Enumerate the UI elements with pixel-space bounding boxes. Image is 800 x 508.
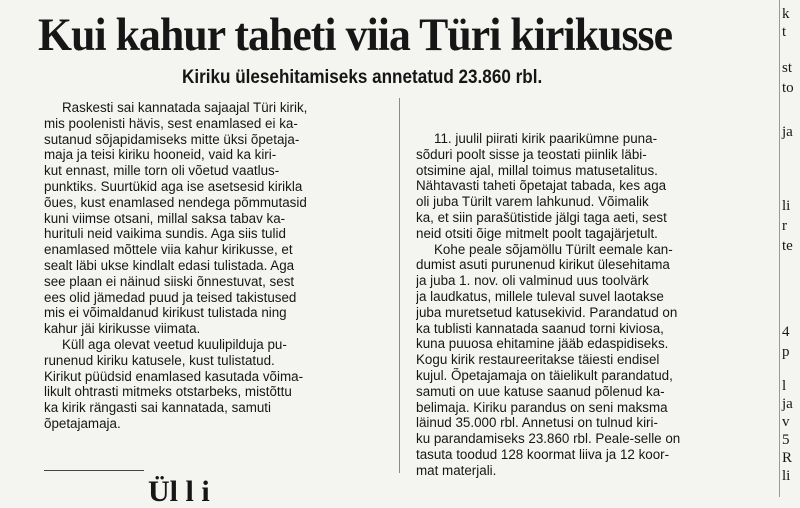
article-text-line: oli juba Türilt varem lahkunud. Võimalik xyxy=(416,194,649,210)
margin-fragment: ja xyxy=(782,396,793,412)
article-left-column xyxy=(44,100,388,432)
article-text-line: mis poolenisti hävis, sest enamlased ei ka- xyxy=(44,115,298,131)
margin-fragment: to xyxy=(782,80,794,96)
article-text-line: ja juba 1. nov. oli valminud uus toolvärk xyxy=(416,273,649,289)
article-text-line: sealt läbi ukse kindlalt edasi tulistada. Aga xyxy=(44,257,295,273)
article-text-line: juba muretsetud katusekivid. Parandatud on xyxy=(416,304,678,320)
article-headline: Kui kahur taheti viia Türi kirikusse xyxy=(38,9,673,61)
article-text-line: õues, kust enamlased nendega põmmutasid xyxy=(44,194,307,210)
margin-fragment: R xyxy=(782,450,793,466)
article-text-line: ees olid jämedad puud ja teised takistused xyxy=(44,289,297,305)
margin-fragment: v xyxy=(782,414,790,430)
article-text-line: hurituli neid vaikima sundis. Aga siis tulid xyxy=(44,226,286,242)
article-text-line: sõduri poolt sisse ja teostati piinlik läbi- xyxy=(416,146,647,162)
article-text-line: Kogu kirik restaureeritakse täiesti endisel xyxy=(416,352,660,368)
article-text-line: dumist asuti purunenud kirikut ülesehitama xyxy=(416,257,670,273)
article-text-line: see plaan ei näinud siiski õnnestuvat, sest xyxy=(44,273,295,289)
article-text-line: ku parandamiseks 23.860 rbl. Peale-selle on xyxy=(416,431,681,447)
article-text-line: tasuta toodud 128 koormat liiva ja 12 koor- xyxy=(416,446,670,462)
article-text-line: otsimine ajal, millal toimus matusetalitus. xyxy=(416,162,658,178)
article-text-line: maja ja teisi kiriku hooneid, vaid ka kiri- xyxy=(44,147,277,163)
margin-fragment: li xyxy=(782,468,791,484)
article-text-line: mat materjali. xyxy=(416,462,497,478)
article-text-line: ka kirik rängasti sai kannatada, samuti xyxy=(44,400,272,416)
article-text-line: kuni viimse otsani, millal saksa tabav ka- xyxy=(44,210,286,226)
article-text-line: runenud kiriku katusele, kust tulistatud. xyxy=(44,352,275,368)
article-text-line: samuti on uue katuse saanud põlenud ka- xyxy=(416,383,665,399)
margin-fragment: l xyxy=(782,378,787,394)
article-subheadline: Kiriku ülesehitamiseks annetatud 23.860 rbl. xyxy=(182,67,543,88)
article-text-line: kut ennast, mille torn oli võetud vaatlus- xyxy=(44,163,280,179)
margin-fragment: r xyxy=(782,218,787,234)
article-text-line: õpetajamaja. xyxy=(44,415,121,431)
margin-fragment: p xyxy=(782,344,790,360)
margin-fragment: k xyxy=(782,6,790,22)
article-text-line: belimaja. Kiriku parandus on seni maksma xyxy=(416,399,668,415)
article-text-line: Nähtavasti taheti õpetajat tabada, kes aga xyxy=(416,178,667,194)
article-text-line: mis ei võimaldanud kirikust tulistada ning xyxy=(44,305,287,321)
article-text-line: kujul. Õpetajamaja on täielikult parandatud, xyxy=(416,367,673,383)
article-text-line: punktiks. Suurtükid aga ise asetsesid kirikla xyxy=(44,178,303,194)
margin-fragment: 4 xyxy=(782,324,790,340)
article-text-line: Küll aga olevat veetud kuulipilduja pu- xyxy=(62,336,287,352)
margin-fragment: te xyxy=(782,238,793,254)
margin-fragment: li xyxy=(782,198,791,214)
article-text-line: kuna puuosa ehitamine jääb edaspidiseks. xyxy=(416,336,669,352)
margin-fragment: 5 xyxy=(782,432,790,448)
article-text-line: neid otsiti õige mitmelt poolt tagajärjetult. xyxy=(416,225,658,241)
article-text-line: ja laudkatus, millele tuleval suvel laotakse xyxy=(416,288,664,304)
article-text-line: Kohe peale sõjamöllu Türilt eemale kan- xyxy=(434,241,673,257)
margin-fragment: ja xyxy=(782,124,793,140)
article-text-line: 11. juulil piirati kirik paarikümne puna- xyxy=(434,131,658,146)
adjacent-column-fragments xyxy=(778,0,800,497)
article-text-line: enamlased mõttele viia kahur kirikusse, et xyxy=(44,242,293,258)
article-text-line: kahur jäi kirikusse viimata. xyxy=(44,321,201,337)
margin-fragment: st xyxy=(782,60,793,76)
next-article-title: Ül l i xyxy=(148,475,210,508)
article-text-line: ka tublisti kannatada saanud torni kiviosa, xyxy=(416,320,664,336)
article-text-line: likult ohtrasti mitmeks otstarbeks, mistõttu xyxy=(44,384,292,400)
article-text-line: ka, et siin parašütistide jälgi taga aeti, sest xyxy=(416,209,667,225)
margin-fragment: t xyxy=(782,24,787,40)
article-text-line: sutanud sõjapidamiseks mitte üksi õpetaja- xyxy=(44,131,300,147)
article-text-line: läinud 35.000 rbl. Annetusi on tulnud kiri- xyxy=(416,415,658,431)
article-right-column xyxy=(416,131,774,479)
column-divider xyxy=(399,98,400,473)
article-text-line: Raskesti sai kannatada sajaajal Türi kirik, xyxy=(62,100,308,115)
article-end-rule xyxy=(44,470,144,471)
article-text-line: Kirikut püüdsid enamlased kasutada võima- xyxy=(44,368,304,384)
